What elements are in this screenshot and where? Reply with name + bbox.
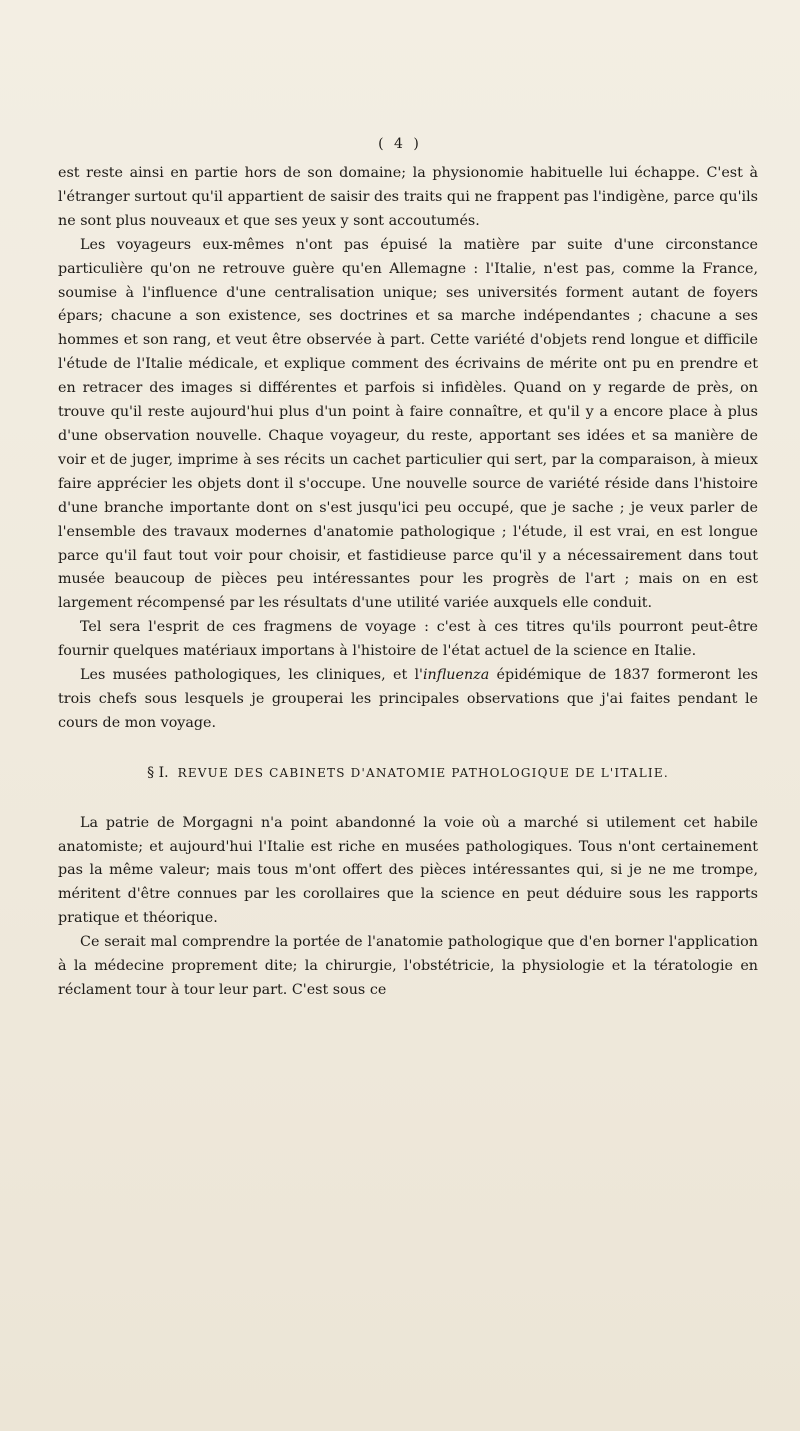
body-text (58, 162, 758, 1003)
section-mark: § I. (147, 764, 169, 781)
page-number: ( 4 ) (378, 136, 422, 152)
paragraph-travellers: Les voyageurs eux-mêmes n'ont pas épuisé la matière par suite d'une circonstance particulière qu'on ne retrouve guère qu'en Allemagne : l'Italie, n'est pas, comme la France, soumise à l'influence d'une centralisation unique; ses universités forment autant de foyers épars; chacune a son existence, ses doctrines et sa marche indépendantes ; chacune a ses hommes et son rang, et veut être observée à part. Cette variété d'objets rend longue et difficile l'étude de l'Italie médicale, et explique comment des écrivains de mérite ont pu en prendre et en retracer des images si différentes et parfois si infidèles. Quand on y regarde de près, on trouve qu'il reste aujourd'hui plus d'un point à faire connaître, et qu'il y a encore place à plus d'une observation nouvelle. Chaque voyageur, du reste, apportant ses idées et sa manière de voir et de juger, imprime à ses récits un cachet particulier qui sert, par la comparaison, à mieux faire apprécier les objets dont il s'occupe. Une nouvelle source de variété réside dans l'histoire d'une branche importante dont on s'est jusqu'ici peu occupé, que je sache ; je veux parler de l'ensemble des travaux modernes d'anatomie pathologique ; l'étude, il est vrai, en est longue parce qu'il faut tout voir pour choisir, et fastidieuse parce qu'il y a nécessairement dans tout musée beaucoup de pièces peu intéressantes pour les progrès de l'art ; mais on en est largement récompensé par les résultats d'une utilité variée auxquels elle conduit. (58, 236, 758, 612)
paragraph-scope: Ce serait mal comprendre la portée de l'anatomie pathologique que d'en borner l'application à la médecine proprement dite; la chirurgie, l'obstétricie, la physiologie et la tératologie en réclament tour à tour leur part. C'est sous ce (58, 934, 758, 998)
section-title: REVUE DES CABINETS D'ANATOMIE PATHOLOGIQUE DE L'ITALIE. (177, 765, 669, 780)
paragraph-spirit: Tel sera l'esprit de ces fragmens de voyage : c'est à ces titres qu'ils pourront peut-être fournir quelques matériaux importans à l'histoire de l'état actuel de la science en Italie. (58, 619, 758, 660)
influenza-italic: influenza (422, 667, 490, 684)
plan-text-start: Les musées pathologiques, les cliniques, et l' (80, 667, 423, 684)
paragraph-morgagni: La patrie de Morgagni n'a point abandonné la voie où a marché si utilement cet habile anatomiste; et aujourd'hui l'Italie est riche en musées pathologiques. Tous n'ont certainement pas la même valeur; mais tous m'ont offert des pièces intéressantes qui, si je ne me trompe, méritent d'être connues par les corollaires que la science en peut déduire sous les rapports pratique et théorique. (58, 814, 758, 927)
plan-text-end: épidémique de 1837 formeront les trois chefs sous lesquels je grouperai les principales observations que j'ai faites pendant le cours de mon voyage. (58, 667, 758, 731)
paragraph-continuation: est reste ainsi en partie hors de son domaine; la physionomie habituelle lui échappe. C'est à l'étranger surtout qu'il appartient de saisir des traits qui ne frappent pas l'indigène, parce qu'ils ne sont plus nouveaux et que ses yeux y sont accoutumés. (58, 165, 758, 229)
paragraph-plan (58, 664, 758, 736)
section-heading (58, 762, 758, 786)
